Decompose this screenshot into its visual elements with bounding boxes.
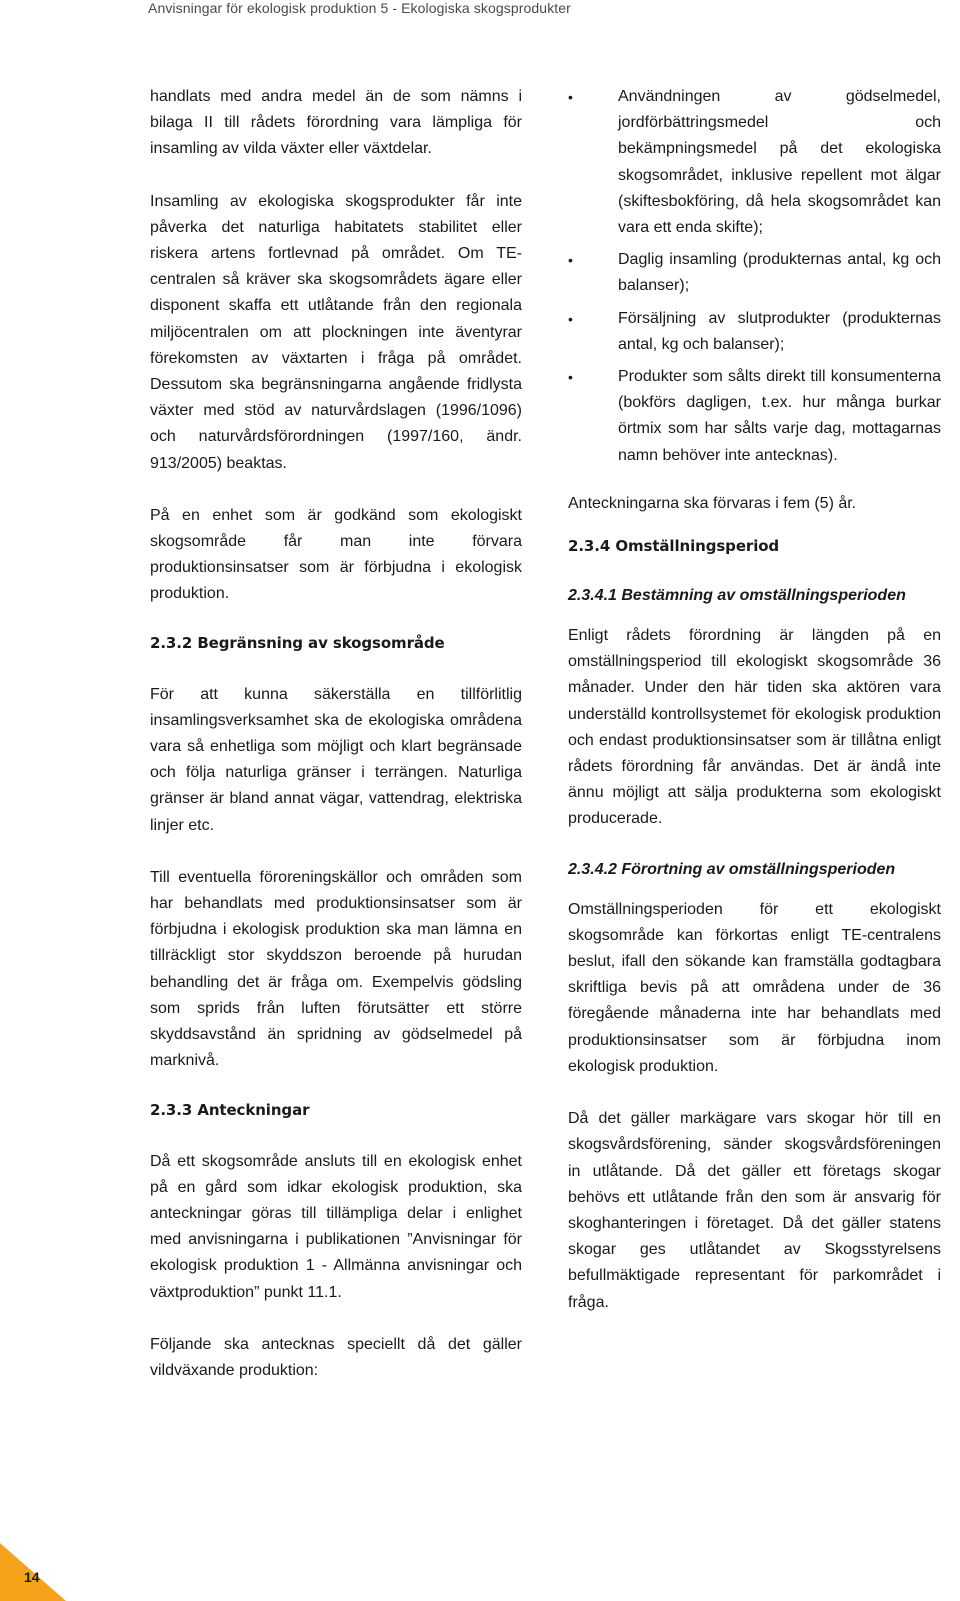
running-header-title: Anvisningar för ekologisk produktion 5 - Ekologiska skogsprodukter	[148, 0, 571, 16]
list-item-text: Försäljning av slutprodukter (produkternas antal, kg och balanser);	[618, 309, 941, 353]
bullet-icon: •	[568, 252, 573, 269]
section-heading-2-3-4: 2.3.4 Omställningsperiod	[568, 537, 780, 556]
paragraph-retention-period: Anteckningarna ska förvaras i fem (5) år.	[568, 494, 857, 512]
paragraph-shortening: Omställningsperioden för ett ekologiskt skogsområde kan förkortas enligt TE-centralens beslut, ifall den sökande kan framställa godtagbara skriftliga bevis på att områdena under de 36 föregående månaderna inte har behandlats med produktionsinsatser som är förbjudna inom ekologisk produktion.	[568, 900, 941, 1075]
section-heading-2-3-4-2: 2.3.4.2 Förortning av omställningsperioden	[568, 860, 896, 878]
bullet-icon: •	[568, 89, 573, 105]
left-column	[150, 84, 522, 1410]
right-column	[568, 84, 941, 1342]
list-item-text: Produkter som sålts direkt till konsumenterna (bokförs dagligen, t.ex. hur många burkar örtmix som har sålts varje dag, mottagarnas namn behöver inte antecknas).	[618, 368, 941, 464]
paragraph-buffer-zone: Till eventuella föroreningskällor och områden som har behandlats med produktionsinsatser som är förbjudna i ekologisk produktion ska man lämna en tillräckligt stor skyddszon beroende på hurudan behandling det är fråga om. Exempelvis gödsling som sprids från luften förutsätter ett större skyddsavstånd än spridning av gödselmedel på marknivå.	[150, 868, 522, 1070]
paragraph-records-general: Då ett skogsområde ansluts till en ekologisk enhet på en gård som idkar ekologisk produktion, ska anteckningar göras till tillämpliga delar i enlighet med anvisningarna i publikationen ”Anvisningar för ekologisk produktion 1 - Allmänna anvisningar och växtproduktion” punkt 11.1.	[150, 1152, 522, 1301]
bullet-icon: •	[568, 369, 573, 386]
section-heading-2-3-3: 2.3.3 Anteckningar	[150, 1100, 310, 1119]
paragraph-collection-methods: handlats med andra medel än de som nämns i bilaga II till rådets förordning vara lämpliga för insamling av vilda växter eller växtdelar.	[150, 88, 522, 158]
section-heading-2-3-4-1: 2.3.4.1 Bestämning av omställningsperioden	[568, 587, 906, 605]
paragraph-area-boundaries: För att kunna säkerställa en tillförlitlig insamlingsverksamhet ska de ekologiska områdena vara så enhetliga som möjligt och klart begränsade och följa naturliga gränser i terrängen. Naturliga gränser är bland annat vägar, vattendrag, elektriska linjer etc.	[150, 685, 522, 834]
paragraph-habitat-stability: Insamling av ekologiska skogsprodukter får inte påverka det naturliga habitatets stabilitet eller riskera artens fortlevnad på området. Om TE-centralen så kräver ska skogsområdets ägare eller disponent skaffa ett utlåtande från den regionala miljöcentralen om att plockningen inte äventyrar förekomsten av växtarten i fråga på området. Dessutom ska begränsningarna angående fridlysta växter med stöd av naturvårdslagen (1996/1096) och naturvårdsförordningen (1997/160, ändr. 913/2005) beaktas.	[150, 192, 522, 472]
list-item-text: Daglig insamling (produkternas antal, kg och balanser);	[618, 251, 941, 295]
list-item	[568, 247, 941, 299]
page-number: 14	[24, 1569, 40, 1585]
paragraph-statements: Då det gäller markägare vars skogar hör till en skogsvårdsförening, sänder skogsvårdsföreningen in utlåtande. Då det gäller ett företags skogar behövs ett utlåtande från den som är ansvarig för skoghanteringen i företaget. Då det gäller statens skogar ges utlåtandet av Skogsstyrelsens befullmäktigade representant för parkområdet i fråga.	[568, 1110, 941, 1311]
list-item	[568, 306, 941, 358]
records-bullet-list	[568, 84, 941, 469]
paragraph-conversion-length: Enligt rådets förordning är längden på en omställningsperiod till ekologiskt skogsområde 36 månader. Under den här tiden ska aktören vara underställd kontrollsystemet för ekologisk produktion och endast produktionsinsatser som är tillåtna enligt rådets förordning får användas. Det är ändå inte ännu möjligt att sälja produkterna som ekologiskt producerade.	[568, 627, 941, 828]
paragraph-storage-prohibition: På en enhet som är godkänd som ekologiskt skogsområde får man inte förvara produktionsinsatser som är förbjudna i ekologisk produktion.	[150, 506, 522, 603]
paragraph-records-wild: Följande ska antecknas speciellt då det gäller vildväxande produktion:	[150, 1335, 522, 1379]
list-item	[568, 364, 941, 469]
list-item-text: Användningen av gödselmedel, jordförbättringsmedel och bekämpningsmedel på det ekologiska skogsområdet, inklusive repellent mot älgar (skiftesbokföring, då hela skogsområdet kan vara ett enda skifte);	[618, 88, 941, 237]
bullet-icon: •	[568, 310, 573, 327]
section-heading-2-3-2: 2.3.2 Begränsning av skogsområde	[150, 633, 445, 652]
list-item	[568, 84, 941, 241]
